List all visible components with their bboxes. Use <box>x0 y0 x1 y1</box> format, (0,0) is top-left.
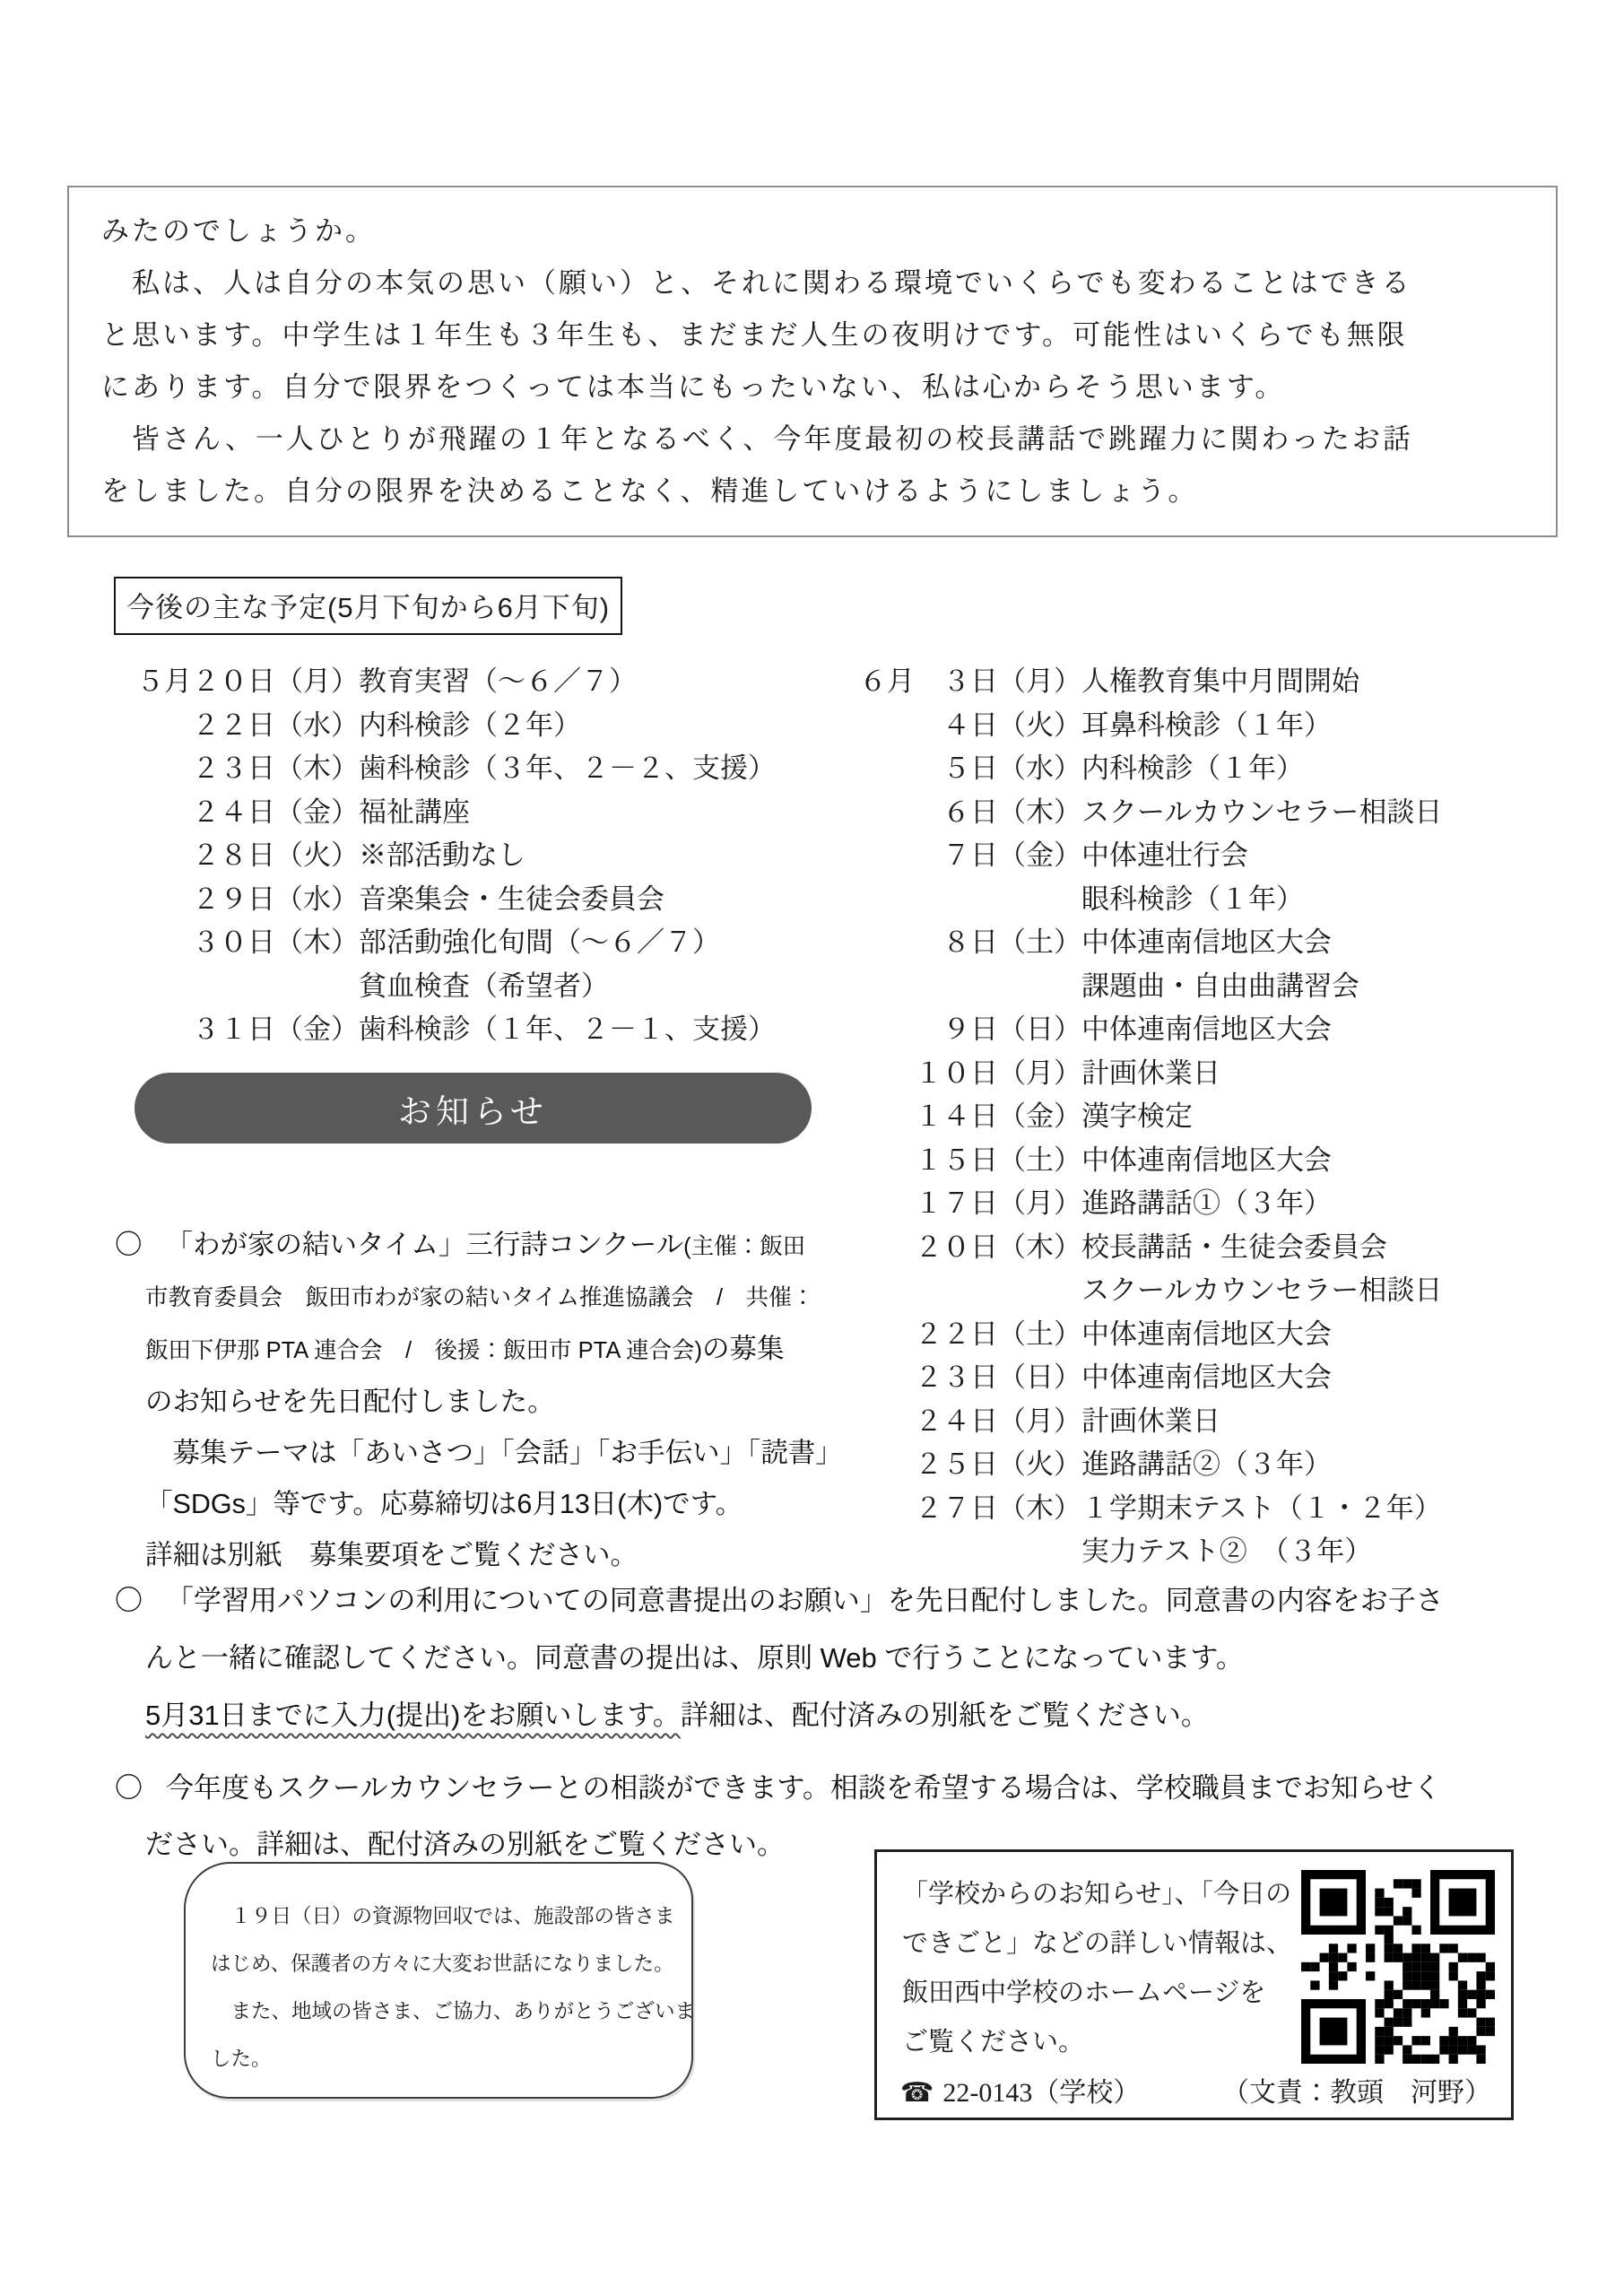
circle-bullet: 〇 <box>115 1230 143 1260</box>
schedule-row: ２２日（土）中体連南信地区大会 <box>859 1318 1332 1350</box>
schedule-row: ２０日（木）校長講話・生徒会委員会 <box>859 1231 1387 1263</box>
schedule-row: ２４日（月）計画休業日 <box>859 1405 1220 1437</box>
recycling-thanks-bubble <box>184 1862 696 2099</box>
schedule-row: ３１日（金）歯科検診（１年、２－１、支援） <box>136 1013 776 1045</box>
text-line: また、地域の皆さま、ご協力、ありがとうございま <box>211 2000 696 2022</box>
schedule-row: ２７日（木）１学期末テスト（１・２年） <box>859 1492 1442 1524</box>
text-line: 飯田西中学校のホームページを <box>902 1979 1266 2007</box>
schedule-title: 今後の主な予定(5月下旬から6月下旬) <box>114 577 622 635</box>
schedule-row: ４日（火）耳鼻科検診（１年） <box>859 709 1332 741</box>
schedule-row: ３０日（木）部活動強化旬間（～６／７） <box>136 926 720 958</box>
schedule-row: ８日（土）中体連南信地区大会 <box>859 926 1332 958</box>
text-line <box>115 1760 1568 1816</box>
schedule-row: １０日（月）計画休業日 <box>859 1057 1220 1089</box>
text-segment: 「わが家の結いタイム」三行詩コンクール <box>165 1230 684 1260</box>
text-segment: (主催：飯田 <box>683 1234 806 1259</box>
schedule-june-column <box>859 660 1442 1574</box>
text-segment: の募集 <box>702 1334 785 1364</box>
schedule-row: ２４日（金）福祉講座 <box>136 796 470 828</box>
text-line: 募集テーマは「あいさつ」「会話」「お手伝い」「読書」 <box>145 1438 843 1468</box>
schedule-row: ９日（日）中体連南信地区大会 <box>859 1013 1332 1045</box>
text-segment: 「学習用パソコンの利用についての同意書提出のお願い」を先日配付しました。同意書の内容をお子さ <box>166 1585 1444 1616</box>
text-line <box>145 1687 1568 1744</box>
text-line: 市教育委員会 飯田市わが家の結いタイム推進協議会 / 共催： <box>145 1285 815 1310</box>
schedule-row: ５月２０日（月）教育実習（～６／７） <box>136 665 637 697</box>
principal-message-box <box>67 186 1558 537</box>
text-line <box>115 1220 877 1273</box>
schedule-row: スクールカウンセラー相談日 <box>859 1274 1443 1306</box>
intro-line: と思います。中学生は１年生も３年生も、まだまだ人生の夜明けです。可能性はいくらでも無限 <box>101 319 1408 351</box>
qr-code <box>1301 1870 1495 2064</box>
text-line: できごと」などの詳しい情報は、 <box>902 1929 1293 1958</box>
circle-bullet: 〇 <box>115 1772 143 1804</box>
schedule-row: ２５日（火）進路講話②（３年） <box>859 1448 1332 1480</box>
credit-text: （文責：教頭 河野） <box>1222 2078 1491 2108</box>
schedule-row: 眼科検診（１年） <box>859 883 1304 915</box>
schedule-row: ６日（木）スクールカウンセラー相談日 <box>859 796 1443 828</box>
homepage-info-text <box>902 1870 1292 2067</box>
text-line: はじめ、保護者の方々に大変お世話になりました。 <box>211 1952 674 1975</box>
schedule-row: １５日（土）中体連南信地区大会 <box>859 1144 1332 1176</box>
intro-line: にあります。自分で限界をつくっては本当にもったいない、私は心からそう思います。 <box>101 371 1286 403</box>
schedule-row: ２８日（火）※部活動なし <box>136 839 525 871</box>
text-line: ご覧ください。 <box>902 2028 1085 2057</box>
schedule-row: 貧血検査（希望者） <box>136 970 609 1002</box>
text-segment: 飯田下伊那 PTA 連合会 / 後援：飯田市 PTA 連合会) <box>145 1338 703 1363</box>
schedule-may-column <box>136 660 776 1052</box>
schedule-row: ２３日（木）歯科検診（３年、２－２、支援） <box>136 752 776 784</box>
announcement-yui-time-contest <box>115 1220 877 1581</box>
text-segment: 詳細は、配付済みの別紙をご覧ください。 <box>680 1700 1209 1731</box>
text-line: １９日（日）の資源物回収では、施設部の皆さま <box>211 1905 675 1927</box>
text-line <box>115 1572 1568 1630</box>
intro-line: 私は、人は自分の本気の思い（願い）と、それに関わる環境でいくらでも変わることはできる <box>101 267 1412 299</box>
schedule-row: ６月 ３日（月）人権教育集中月間開始 <box>859 665 1359 697</box>
schedule-row: １７日（月）進路講話①（３年） <box>859 1187 1332 1219</box>
text-line: んと一緒に確認してください。同意書の提出は、原則 Web で行うことになっています。 <box>145 1642 1244 1674</box>
phone-icon: ☎ <box>900 2078 934 2108</box>
text-line: 「SDGs」等です。応募締切は6月13日(木)です。 <box>145 1489 743 1519</box>
notice-banner <box>135 1073 812 1144</box>
text-line: 「学校からのお知らせ」、「今日の <box>902 1880 1292 1909</box>
announcement-pc-consent <box>115 1572 1568 1744</box>
schedule-row: 課題曲・自由曲講習会 <box>859 970 1359 1002</box>
contact-row <box>900 2070 1491 2109</box>
text-line: 詳細は別紙 募集要項をご覧ください。 <box>145 1540 638 1570</box>
schedule-row: ２３日（日）中体連南信地区大会 <box>859 1361 1332 1393</box>
schedule-row: ７日（金）中体連壮行会 <box>859 839 1248 871</box>
schedule-row: 実力テスト② （３年） <box>859 1535 1373 1567</box>
text-line: のお知らせを先日配付しました。 <box>145 1387 555 1417</box>
text-segment: 今年度もスクールカウンセラーとの相談ができます。相談を希望する場合は、学校職員までお知らせく <box>166 1772 1441 1804</box>
text-line: した。 <box>211 2048 272 2070</box>
text-line <box>145 1324 877 1377</box>
text-line: ださい。詳細は、配付済みの別紙をご覧ください。 <box>145 1829 785 1860</box>
circle-bullet: 〇 <box>115 1585 143 1616</box>
schedule-row: ２２日（水）内科検診（２年） <box>136 709 581 741</box>
notice-banner-label: お知らせ <box>398 1092 548 1130</box>
wavy-underlined-text: 5月31日までに入力(提出)をお願いします。 <box>145 1700 681 1731</box>
schedule-row: １４日（金）漢字検定 <box>859 1100 1193 1132</box>
intro-line: をしました。自分の限界を決めることなく、精進していけるようにしましょう。 <box>101 475 1199 507</box>
schedule-row: ５日（水）内科検診（１年） <box>859 752 1304 784</box>
intro-line: みたのでしょうか。 <box>101 215 376 247</box>
schedule-row: ２９日（水）音楽集会・生徒会委員会 <box>136 883 664 915</box>
phone-number-text: 22-0143（学校） <box>942 2078 1141 2108</box>
phone-number <box>900 2070 1140 2109</box>
homepage-info-box <box>874 1849 1514 2120</box>
intro-line: 皆さん、一人ひとりが飛躍の１年となるべく、今年度最初の校長講話で跳躍力に関わったお話 <box>101 423 1413 455</box>
